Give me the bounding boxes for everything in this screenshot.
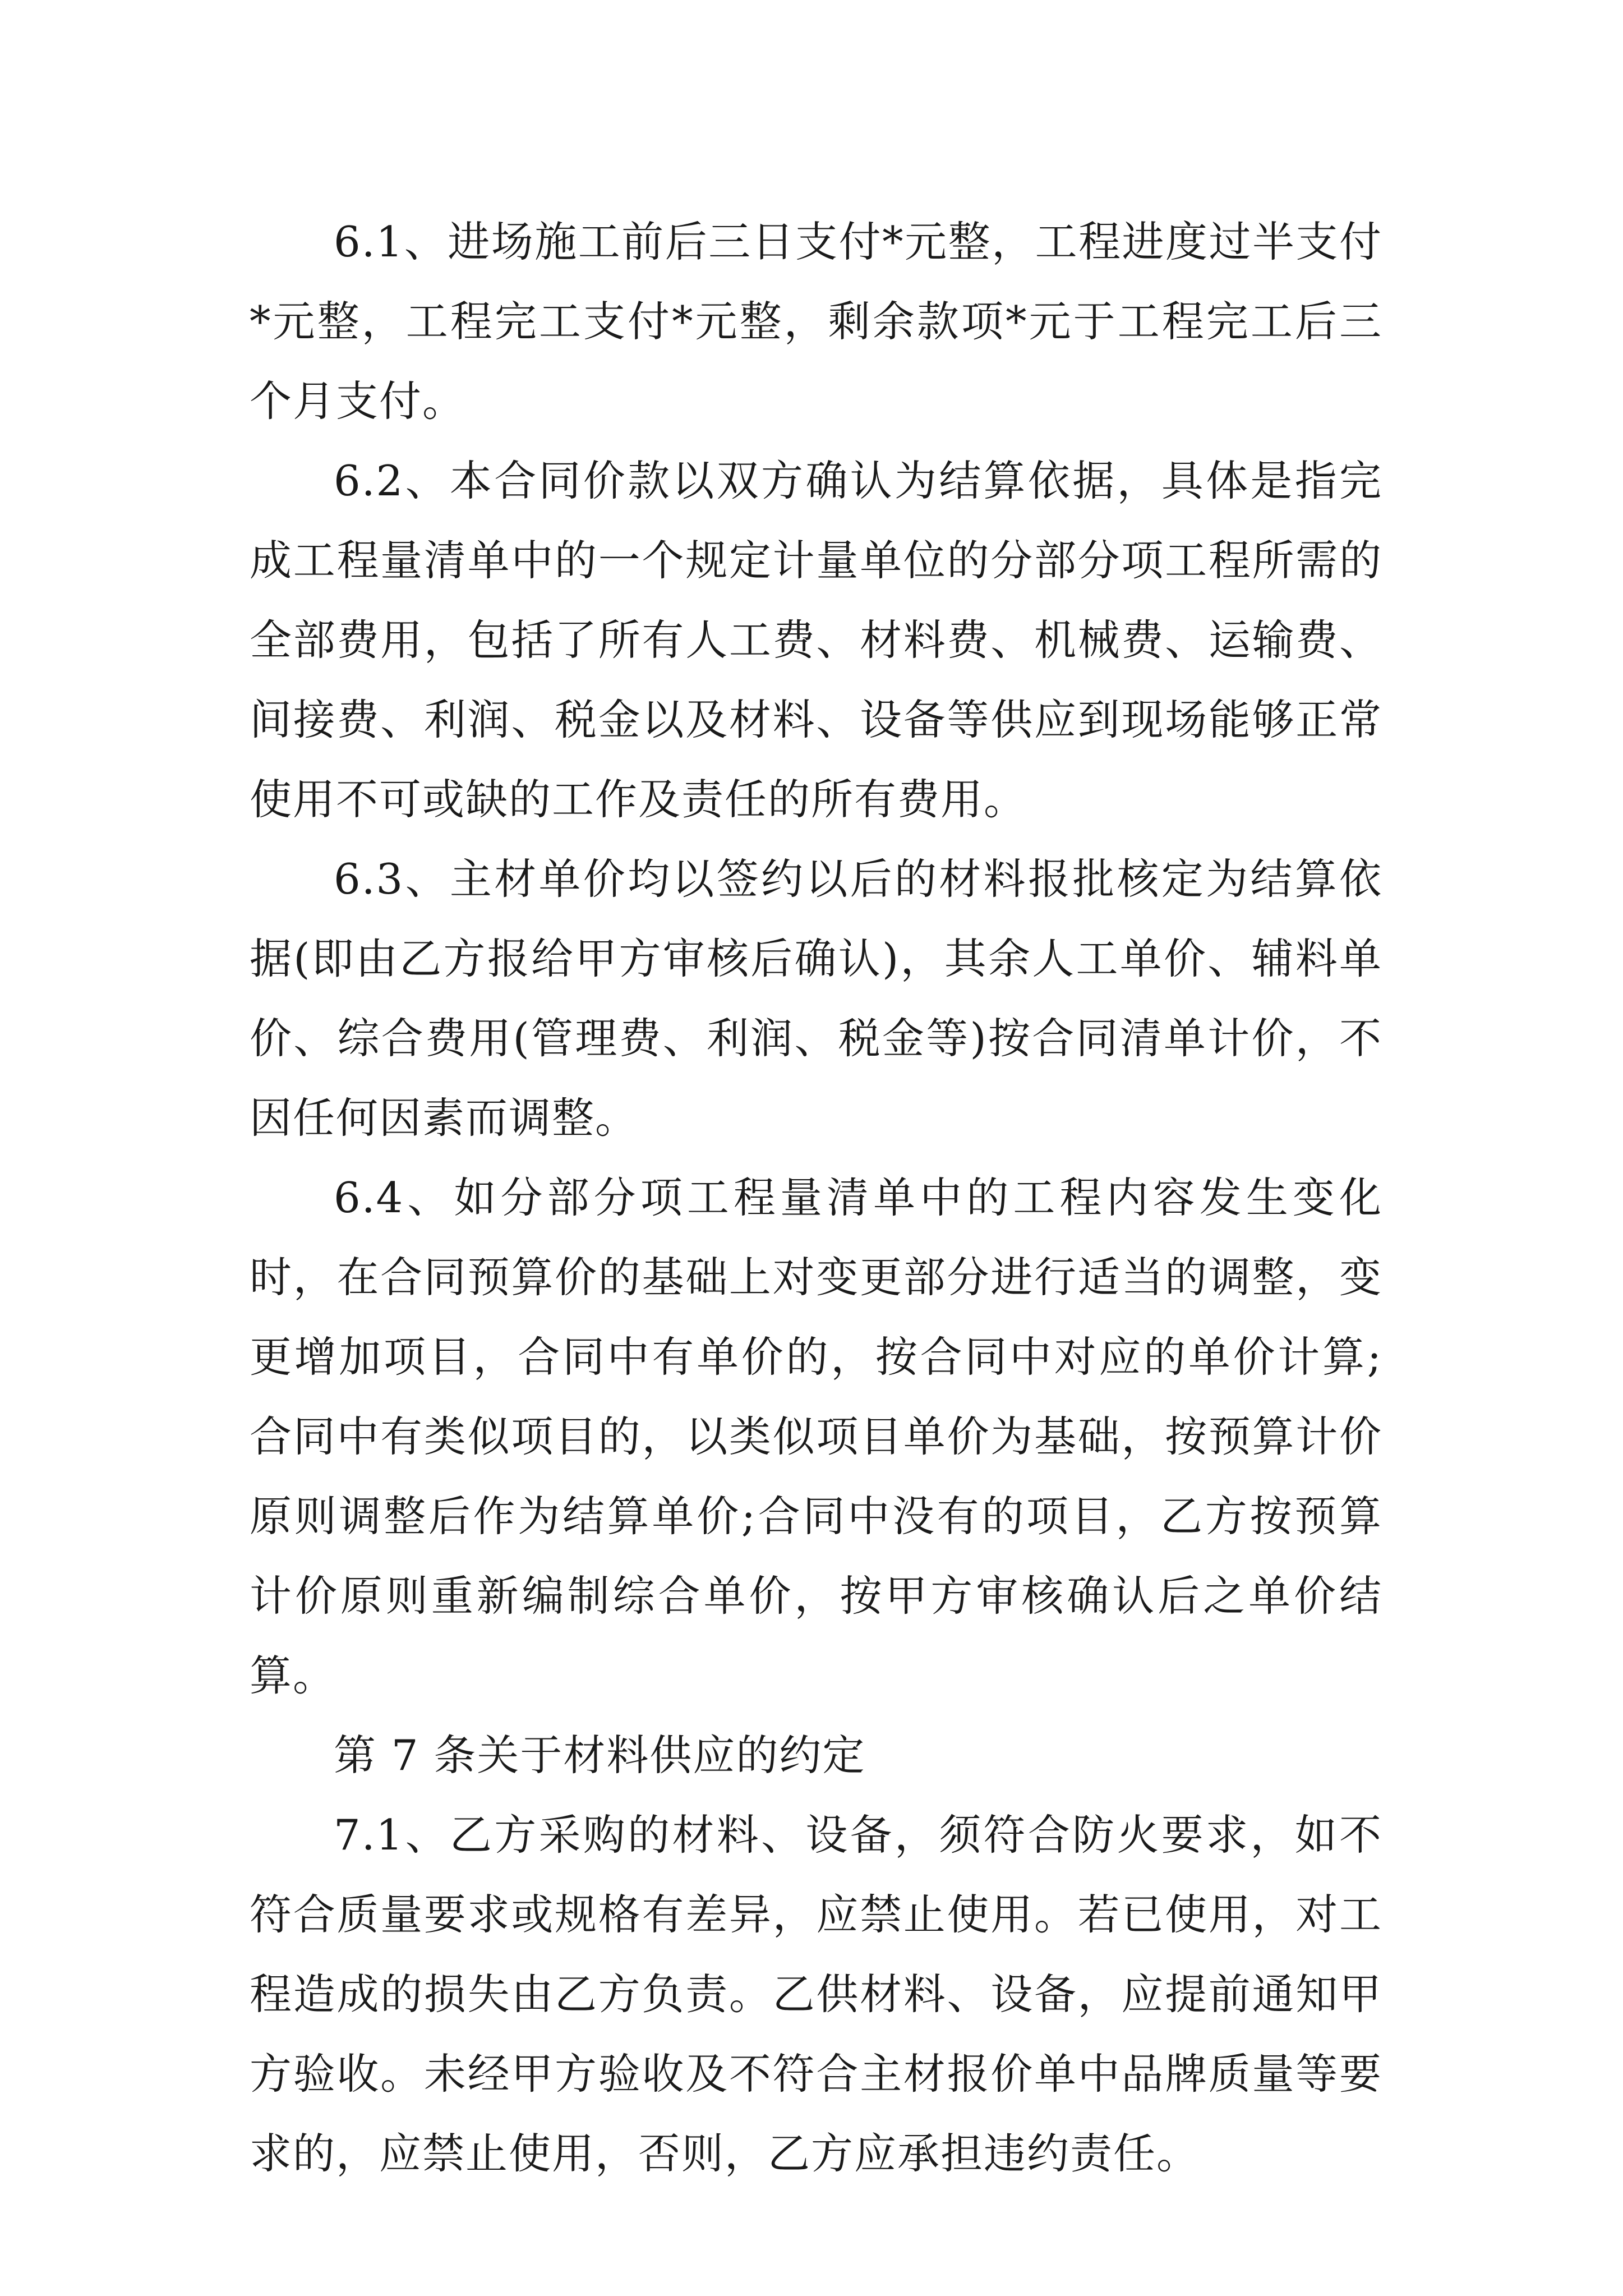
paragraph-7-1: 7.1、乙方采购的材料、设备，须符合防火要求，如不符合质量要求或规格有差异，应禁止使用。若已使用，对工程造成的损失由乙方负责。乙供材料、设备，应提前通知甲方验收。未经甲方验收及不符合主材报价单中品牌质量等要求的，应禁止使用，否则，乙方应承担违约责任。: [250, 1810, 1382, 2178]
paragraph-6-4: 6.4、如分部分项工程量清单中的工程内容发生变化时，在合同预算价的基础上对变更部分进行适当的调整，变更增加项目，合同中有单价的，按合同中对应的单价计算;合同中有类似项目的，以类似项目单价为基础，按预算计价原则调整后作为结算单价;合同中没有的项目，乙方按预算计价原则重新编制综合单价，按甲方审核确认后之单价结算。: [250, 1173, 1382, 1700]
paragraph-6-3: 6.3、主材单价均以签约以后的材料报批核定为结算依据(即由乙方报给甲方审核后确认)，其余人工单价、辅料单价、综合费用(管理费、利润、税金等)按合同清单计价，不因任何因素而调整。: [250, 854, 1382, 1143]
document-body: [250, 202, 1382, 2193]
section-heading-7: 第 7 条关于材料供应的约定: [334, 1731, 866, 1780]
paragraph-6-2: 6.2、本合同价款以双方确认为结算依据，具体是指完成工程量清单中的一个规定计量单位的分部分项工程所需的全部费用，包括了所有人工费、材料费、机械费、运输费、间接费、利润、税金以及材料、设备等供应到现场能够正常使用不可或缺的工作及责任的所有费用。: [250, 456, 1382, 824]
paragraph-6-1: 6.1、进场施工前后三日支付*元整，工程进度过半支付*元整，工程完工支付*元整，剩余款项*元于工程完工后三个月支付。: [250, 217, 1382, 426]
